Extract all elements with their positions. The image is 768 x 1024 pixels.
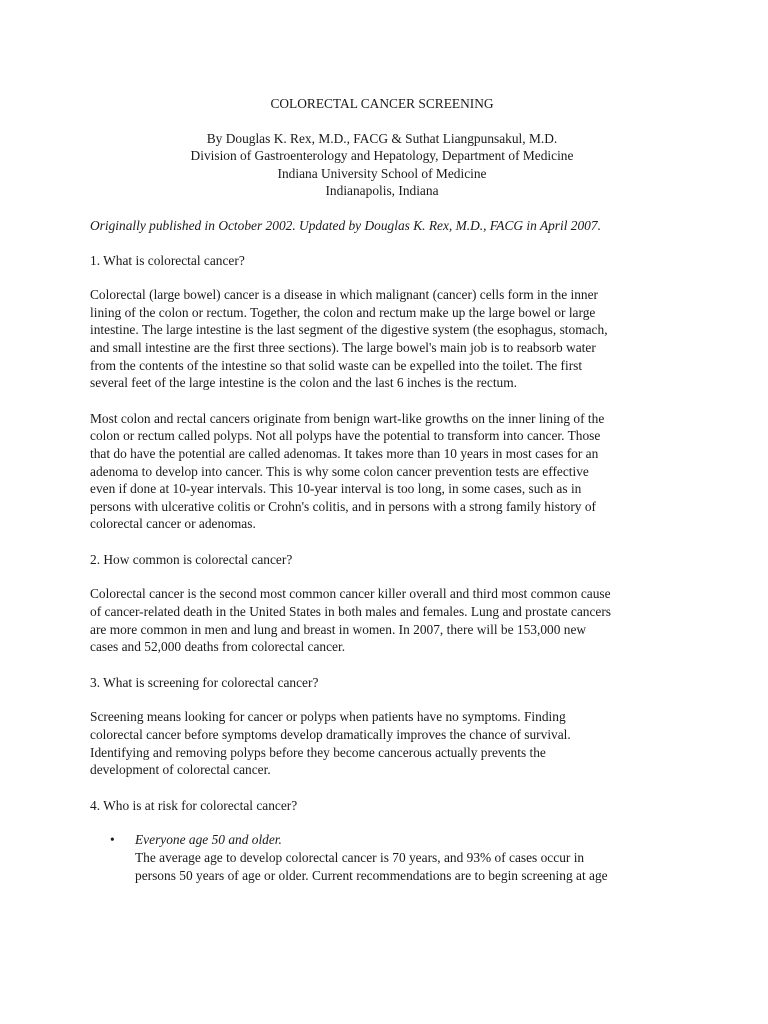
text-line: and small intestine are the first three sections). The large bowel's main job is to reabsorb water — [90, 339, 596, 355]
section-heading-q2: 2. How common is colorectal cancer? — [90, 551, 293, 567]
text-line: Colorectal (large bowel) cancer is a disease in which malignant (cancer) cells form in the inner — [90, 287, 599, 303]
text-line: lining of the colon or rectum. Together, the colon and rectum make up the large bowel or large — [90, 304, 596, 320]
text-line: even if done at 10-year intervals. This 10-year interval is too long, in some cases, such as in — [90, 481, 582, 497]
text-line: are more common in men and lung and breast in women. In 2007, there will be 153,000 new — [90, 621, 587, 637]
author-byline — [90, 130, 680, 200]
text-line: persons with ulcerative colitis or Crohn's colitis, and in persons with a strong family history of — [90, 498, 596, 514]
text-line: The average age to develop colorectal cancer is 70 years, and 93% of cases occur in — [135, 850, 585, 865]
text-line: adenoma to develop into cancer. This is why some colon cancer prevention tests are effective — [90, 463, 589, 479]
text-line: colon or rectum called polyps. Not all polyps have the potential to transform into cancer. Those — [90, 428, 601, 444]
text-line: of cancer-related death in the United States in both males and females. Lung and prostate cancers — [90, 604, 612, 620]
risk-list — [90, 831, 680, 884]
text-line: colorectal cancer before symptoms develop dramatically improves the chance of survival. — [90, 727, 571, 743]
text-line: Most colon and rectal cancers originate from benign wart-like growths on the inner lining of the — [90, 410, 605, 426]
paragraph-q3 — [90, 708, 680, 778]
paragraph-q1-2 — [90, 410, 680, 533]
text-line: intestine. The large intestine is the last segment of the digestive system (the esophagus, stomach, — [90, 322, 608, 338]
section-heading-q4: 4. Who is at risk for colorectal cancer? — [90, 797, 298, 813]
byline-school: Indiana University School of Medicine — [277, 165, 487, 181]
text-line: persons 50 years of age or older. Current recommendations are to begin screening at age — [135, 867, 608, 883]
text-line: Identifying and removing polyps before they become cancerous actually prevents the — [90, 744, 546, 760]
bullet-icon: • — [110, 832, 115, 848]
publication-note: Originally published in October 2002. Updated by Douglas K. Rex, M.D., FACG in April 2007. — [90, 217, 601, 233]
text-line: that do have the potential are called adenomas. It takes more than 10 years in most cases for an — [90, 445, 599, 461]
bullet-body — [135, 849, 680, 884]
byline-division: Division of Gastroenterology and Hepatology, Department of Medicine — [190, 148, 574, 164]
text-line: Colorectal cancer is the second most common cancer killer overall and third most common cause — [90, 586, 611, 602]
text-line: several feet of the large intestine is the colon and the last 6 inches is the rectum. — [90, 375, 517, 391]
byline-location: Indianapolis, Indiana — [325, 183, 439, 199]
paragraph-q1-1 — [90, 286, 680, 392]
text-line: Screening means looking for cancer or polyps when patients have no symptoms. Finding — [90, 709, 566, 725]
text-line: from the contents of the intestine so that solid waste can be expelled into the toilet. The first — [90, 357, 583, 373]
byline-authors: By Douglas K. Rex, M.D., FACG & Suthat Liangpunsakul, M.D. — [206, 130, 558, 146]
list-item — [90, 831, 680, 884]
text-line: cases and 52,000 deaths from colorectal cancer. — [90, 639, 346, 655]
bullet-heading: Everyone age 50 and older. — [135, 832, 282, 848]
text-line: development of colorectal cancer. — [90, 762, 271, 778]
document-page — [90, 95, 680, 884]
document-title: COLORECTAL CANCER SCREENING — [270, 96, 494, 111]
paragraph-q2 — [90, 585, 680, 655]
section-heading-q3: 3. What is screening for colorectal cancer? — [90, 674, 319, 690]
section-heading-q1: 1. What is colorectal cancer? — [90, 252, 245, 268]
text-line: colorectal cancer or adenomas. — [90, 516, 256, 532]
